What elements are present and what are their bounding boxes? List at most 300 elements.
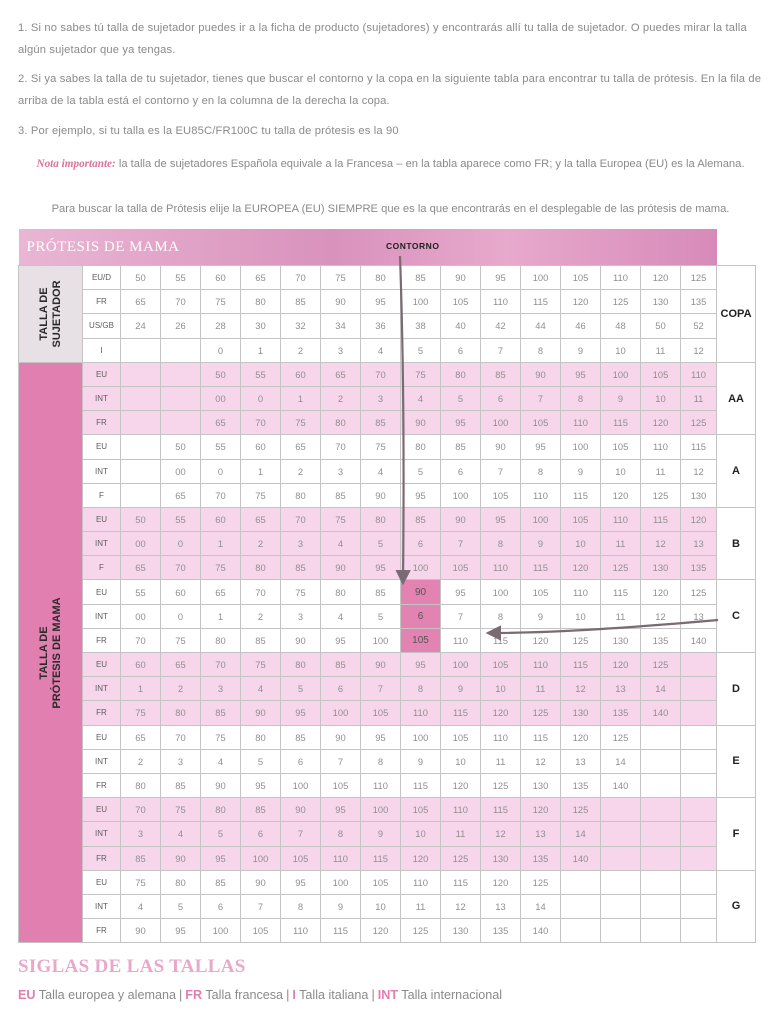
prosthesis-size-cell: 8 bbox=[521, 459, 561, 483]
prosthesis-size-row bbox=[19, 725, 756, 749]
prosthesis-size-cell: 110 bbox=[521, 653, 561, 677]
row-label: EU bbox=[83, 507, 121, 531]
prosthesis-size-cell: 7 bbox=[441, 604, 481, 628]
prosthesis-size-cell: 00 bbox=[201, 386, 241, 410]
prosthesis-size-cell: 65 bbox=[241, 507, 281, 531]
prosthesis-size-cell: 2 bbox=[281, 459, 321, 483]
bra-size-cell: 95 bbox=[481, 266, 521, 290]
prosthesis-size-cell: 80 bbox=[401, 435, 441, 459]
prosthesis-size-cell: 11 bbox=[401, 894, 441, 918]
row-label: INT bbox=[83, 532, 121, 556]
prosthesis-size-cell: 5 bbox=[441, 386, 481, 410]
prosthesis-size-cell bbox=[121, 483, 161, 507]
prosthesis-size-cell: 95 bbox=[401, 653, 441, 677]
prosthesis-size-cell: 8 bbox=[481, 604, 521, 628]
prosthesis-size-cell: 140 bbox=[561, 846, 601, 870]
prosthesis-size-cell: 3 bbox=[161, 749, 201, 773]
prosthesis-size-row bbox=[19, 798, 756, 822]
bra-size-cell: 70 bbox=[281, 266, 321, 290]
prosthesis-size-cell: 75 bbox=[201, 556, 241, 580]
prosthesis-size-cell: 120 bbox=[641, 411, 681, 435]
row-label: FR bbox=[83, 701, 121, 725]
prosthesis-size-cell: 65 bbox=[281, 435, 321, 459]
row-label: INT bbox=[83, 822, 121, 846]
row-label: F bbox=[83, 556, 121, 580]
prosthesis-size-cell: 80 bbox=[441, 362, 481, 386]
legend-abbr: FR bbox=[185, 988, 203, 1002]
prosthesis-size-cell: 00 bbox=[121, 532, 161, 556]
bra-size-cell: 100 bbox=[401, 290, 441, 314]
prosthesis-size-cell: 6 bbox=[401, 532, 441, 556]
prosthesis-size-cell: 120 bbox=[641, 580, 681, 604]
cup-label: G bbox=[717, 870, 756, 943]
prosthesis-size-cell: 140 bbox=[641, 701, 681, 725]
prosthesis-size-cell: 85 bbox=[321, 483, 361, 507]
bra-size-cell: 6 bbox=[441, 338, 481, 362]
prosthesis-size-cell: 110 bbox=[361, 773, 401, 797]
prosthesis-size-cell: 7 bbox=[441, 532, 481, 556]
prosthesis-size-cell: 105 bbox=[481, 483, 521, 507]
prosthesis-size-cell: 100 bbox=[401, 556, 441, 580]
bra-size-cell: 135 bbox=[681, 290, 717, 314]
prosthesis-size-cell: 4 bbox=[321, 604, 361, 628]
prosthesis-size-cell: 13 bbox=[601, 677, 641, 701]
prosthesis-size-cell bbox=[641, 846, 681, 870]
prosthesis-size-cell: 110 bbox=[561, 580, 601, 604]
prosthesis-size-cell bbox=[681, 798, 717, 822]
bra-size-cell: 48 bbox=[601, 314, 641, 338]
bra-size-cell: 9 bbox=[561, 338, 601, 362]
siglas-legend bbox=[18, 988, 502, 1002]
prosthesis-size-cell: 2 bbox=[321, 386, 361, 410]
bra-size-cell: 3 bbox=[321, 338, 361, 362]
prosthesis-size-cell: 13 bbox=[561, 749, 601, 773]
prosthesis-size-cell: 13 bbox=[481, 894, 521, 918]
prosthesis-size-cell: 105 bbox=[321, 773, 361, 797]
prosthesis-size-cell: 0 bbox=[241, 386, 281, 410]
prosthesis-size-cell bbox=[641, 870, 681, 894]
prosthesis-size-cell: 90 bbox=[201, 773, 241, 797]
bra-section-label-text bbox=[38, 280, 64, 347]
prosthesis-size-cell: 80 bbox=[201, 798, 241, 822]
prosthesis-size-cell: 4 bbox=[201, 749, 241, 773]
prosthesis-size-cell: 7 bbox=[521, 386, 561, 410]
prosthesis-size-cell: 85 bbox=[201, 870, 241, 894]
instruction-4: Para buscar la talla de Prótesis elije la EUROPEA (EU) SIEMPRE que es la que encontrarás en el desplegable de las prótesis de mama. bbox=[51, 203, 730, 215]
prosthesis-size-cell: 115 bbox=[441, 701, 481, 725]
prosthesis-size-cell: 105 bbox=[521, 411, 561, 435]
prosthesis-size-cell bbox=[601, 894, 641, 918]
bra-section-label-line: SUJETADOR bbox=[50, 280, 63, 348]
prosthesis-size-cell: 3 bbox=[281, 532, 321, 556]
prosthesis-size-cell bbox=[681, 870, 717, 894]
prosthesis-size-cell: 110 bbox=[641, 435, 681, 459]
bra-size-cell: 24 bbox=[121, 314, 161, 338]
prosthesis-size-cell: 11 bbox=[601, 532, 641, 556]
prosthesis-size-cell: 9 bbox=[521, 532, 561, 556]
prosthesis-size-cell: 95 bbox=[401, 483, 441, 507]
bra-size-cell: 38 bbox=[401, 314, 441, 338]
legend-abbr: EU bbox=[18, 988, 36, 1002]
prosthesis-size-cell bbox=[641, 773, 681, 797]
bra-section-label-line: TALLA DE bbox=[37, 287, 50, 341]
bra-size-cell: 105 bbox=[561, 266, 601, 290]
prosthesis-size-cell: 110 bbox=[281, 919, 321, 943]
prosthesis-size-cell: 90 bbox=[521, 362, 561, 386]
prosthesis-size-cell: 85 bbox=[281, 556, 321, 580]
prosthesis-size-cell: 95 bbox=[481, 507, 521, 531]
bra-size-cell: 95 bbox=[361, 290, 401, 314]
prosthesis-size-cell: 85 bbox=[241, 798, 281, 822]
prosthesis-size-cell: 130 bbox=[601, 628, 641, 652]
prosthesis-size-cell: 7 bbox=[361, 677, 401, 701]
prosthesis-size-cell: 55 bbox=[121, 580, 161, 604]
bra-size-cell: 42 bbox=[481, 314, 521, 338]
row-label: I bbox=[83, 338, 121, 362]
prosthesis-size-cell: 3 bbox=[201, 677, 241, 701]
prosthesis-size-cell: 75 bbox=[281, 411, 321, 435]
prosthesis-size-cell: 1 bbox=[201, 532, 241, 556]
prosthesis-size-cell: 2 bbox=[161, 677, 201, 701]
bra-size-row bbox=[19, 314, 756, 338]
prosthesis-size-cell: 3 bbox=[121, 822, 161, 846]
prosthesis-size-cell: 90 bbox=[241, 870, 281, 894]
prosthesis-size-cell: 5 bbox=[361, 604, 401, 628]
prosthesis-size-cell: 13 bbox=[681, 604, 717, 628]
cup-label: E bbox=[717, 725, 756, 798]
prosthesis-size-cell: 115 bbox=[561, 653, 601, 677]
prosthesis-size-cell: 85 bbox=[361, 580, 401, 604]
prosthesis-size-cell: 0 bbox=[161, 604, 201, 628]
prosthesis-size-cell bbox=[681, 773, 717, 797]
prosthesis-size-cell bbox=[601, 919, 641, 943]
prosthesis-size-cell bbox=[641, 919, 681, 943]
prosthesis-size-cell: 4 bbox=[161, 822, 201, 846]
bra-size-cell: 85 bbox=[401, 266, 441, 290]
prosthesis-size-cell: 95 bbox=[441, 580, 481, 604]
prosthesis-size-cell: 100 bbox=[441, 483, 481, 507]
prosthesis-size-cell: 140 bbox=[681, 628, 717, 652]
prosthesis-size-cell bbox=[681, 749, 717, 773]
prosthesis-size-cell: 0 bbox=[161, 532, 201, 556]
prosthesis-size-cell: 115 bbox=[601, 411, 641, 435]
prosthesis-size-cell: 2 bbox=[241, 532, 281, 556]
prosthesis-size-cell: 80 bbox=[321, 411, 361, 435]
prosthesis-size-row bbox=[19, 749, 756, 773]
bra-size-cell: 4 bbox=[361, 338, 401, 362]
prosthesis-size-cell: 11 bbox=[601, 604, 641, 628]
prosthesis-size-cell: 90 bbox=[401, 580, 441, 604]
prosthesis-size-cell: 125 bbox=[441, 846, 481, 870]
bra-size-cell: 5 bbox=[401, 338, 441, 362]
legend-separator: | bbox=[371, 988, 375, 1002]
row-label: INT bbox=[83, 604, 121, 628]
prosthesis-size-cell: 90 bbox=[481, 435, 521, 459]
prosthesis-size-cell: 7 bbox=[321, 749, 361, 773]
prosthesis-size-cell: 2 bbox=[241, 604, 281, 628]
prosthesis-size-cell bbox=[161, 362, 201, 386]
prosthesis-size-cell: 115 bbox=[481, 628, 521, 652]
prosthesis-size-row bbox=[19, 604, 756, 628]
prosthesis-size-cell: 100 bbox=[401, 725, 441, 749]
prosthesis-section-label-line: PRÓTESIS DE MAMA bbox=[50, 596, 63, 709]
prosthesis-size-cell: 75 bbox=[401, 362, 441, 386]
prosthesis-size-cell: 110 bbox=[681, 362, 717, 386]
prosthesis-size-cell bbox=[681, 725, 717, 749]
prosthesis-size-cell: 85 bbox=[401, 507, 441, 531]
prosthesis-size-cell: 95 bbox=[321, 798, 361, 822]
prosthesis-size-cell: 90 bbox=[401, 411, 441, 435]
bra-size-cell bbox=[121, 338, 161, 362]
bra-size-cell: 50 bbox=[121, 266, 161, 290]
prosthesis-size-cell: 85 bbox=[481, 362, 521, 386]
bra-size-cell: 30 bbox=[241, 314, 281, 338]
prosthesis-size-cell: 90 bbox=[161, 846, 201, 870]
prosthesis-size-cell bbox=[121, 386, 161, 410]
prosthesis-size-cell: 125 bbox=[681, 411, 717, 435]
prosthesis-size-cell: 130 bbox=[481, 846, 521, 870]
prosthesis-size-cell bbox=[601, 822, 641, 846]
prosthesis-size-row bbox=[19, 822, 756, 846]
bra-size-cell: 130 bbox=[641, 290, 681, 314]
legend-text: Talla francesa bbox=[202, 988, 284, 1002]
legend-text: Talla europea y alemana bbox=[35, 988, 176, 1002]
prosthesis-size-cell: 90 bbox=[241, 701, 281, 725]
cup-label: A bbox=[717, 435, 756, 508]
prosthesis-size-cell bbox=[161, 386, 201, 410]
prosthesis-size-cell: 100 bbox=[321, 701, 361, 725]
prosthesis-size-cell bbox=[161, 411, 201, 435]
prosthesis-size-cell: 125 bbox=[641, 653, 681, 677]
prosthesis-size-row bbox=[19, 362, 756, 386]
prosthesis-size-cell: 115 bbox=[601, 580, 641, 604]
prosthesis-size-cell: 65 bbox=[161, 483, 201, 507]
bra-size-cell: 110 bbox=[601, 266, 641, 290]
prosthesis-size-cell bbox=[681, 822, 717, 846]
row-label: EU bbox=[83, 653, 121, 677]
prosthesis-size-cell: 75 bbox=[121, 870, 161, 894]
bra-size-cell: 8 bbox=[521, 338, 561, 362]
prosthesis-size-cell: 11 bbox=[481, 749, 521, 773]
prosthesis-size-cell: 95 bbox=[281, 870, 321, 894]
row-label: FR bbox=[83, 846, 121, 870]
prosthesis-size-cell: 75 bbox=[361, 435, 401, 459]
cup-label: C bbox=[717, 580, 756, 653]
prosthesis-size-cell: 75 bbox=[121, 701, 161, 725]
prosthesis-size-row bbox=[19, 435, 756, 459]
prosthesis-size-row bbox=[19, 919, 756, 943]
prosthesis-size-cell: 125 bbox=[561, 798, 601, 822]
prosthesis-size-cell: 95 bbox=[321, 628, 361, 652]
row-label: EU bbox=[83, 798, 121, 822]
prosthesis-size-cell: 11 bbox=[441, 822, 481, 846]
prosthesis-size-cell: 140 bbox=[521, 919, 561, 943]
prosthesis-size-cell bbox=[681, 677, 717, 701]
instruction-2: 2. Si ya sabes la talla de tu sujetador, tienes que buscar el contorno y la copa en la siguiente tabla para encontrar tu talla de prótesis. En la fila de arriba de la tabla está el contorno y en la columna de la derecha la copa. bbox=[18, 73, 762, 107]
prosthesis-size-cell: 110 bbox=[441, 628, 481, 652]
prosthesis-size-cell: 60 bbox=[121, 653, 161, 677]
prosthesis-size-cell: 6 bbox=[201, 894, 241, 918]
prosthesis-size-cell: 130 bbox=[521, 773, 561, 797]
prosthesis-size-cell: 0 bbox=[201, 459, 241, 483]
prosthesis-size-cell: 105 bbox=[641, 362, 681, 386]
prosthesis-size-cell: 115 bbox=[321, 919, 361, 943]
prosthesis-size-cell: 50 bbox=[201, 362, 241, 386]
prosthesis-size-cell: 80 bbox=[361, 507, 401, 531]
prosthesis-size-cell: 9 bbox=[561, 459, 601, 483]
prosthesis-size-cell: 14 bbox=[601, 749, 641, 773]
prosthesis-size-cell: 110 bbox=[441, 798, 481, 822]
prosthesis-size-cell: 140 bbox=[601, 773, 641, 797]
prosthesis-size-cell: 75 bbox=[161, 628, 201, 652]
prosthesis-size-row bbox=[19, 532, 756, 556]
prosthesis-size-cell: 70 bbox=[161, 725, 201, 749]
prosthesis-size-cell: 110 bbox=[321, 846, 361, 870]
prosthesis-size-cell: 5 bbox=[201, 822, 241, 846]
prosthesis-size-cell: 75 bbox=[321, 507, 361, 531]
prosthesis-size-cell: 80 bbox=[161, 870, 201, 894]
prosthesis-size-cell: 14 bbox=[521, 894, 561, 918]
prosthesis-size-cell: 85 bbox=[321, 653, 361, 677]
prosthesis-size-cell: 85 bbox=[241, 628, 281, 652]
prosthesis-size-cell: 105 bbox=[441, 725, 481, 749]
cup-label: F bbox=[717, 798, 756, 871]
siglas-title: SIGLAS DE LAS TALLAS bbox=[18, 956, 246, 977]
prosthesis-size-cell: 80 bbox=[321, 580, 361, 604]
bra-size-cell: 1 bbox=[241, 338, 281, 362]
prosthesis-size-cell: 105 bbox=[361, 870, 401, 894]
prosthesis-size-cell: 9 bbox=[441, 677, 481, 701]
prosthesis-size-cell: 65 bbox=[321, 362, 361, 386]
prosthesis-size-cell bbox=[641, 798, 681, 822]
prosthesis-size-cell bbox=[641, 822, 681, 846]
prosthesis-size-cell: 9 bbox=[521, 604, 561, 628]
row-label: EU bbox=[83, 362, 121, 386]
prosthesis-size-cell bbox=[641, 894, 681, 918]
prosthesis-size-cell bbox=[681, 653, 717, 677]
bra-size-cell: 36 bbox=[361, 314, 401, 338]
prosthesis-size-cell bbox=[121, 459, 161, 483]
prosthesis-size-cell: 55 bbox=[161, 507, 201, 531]
prosthesis-size-cell: 4 bbox=[121, 894, 161, 918]
prosthesis-size-cell: 130 bbox=[681, 483, 717, 507]
prosthesis-size-cell: 110 bbox=[481, 556, 521, 580]
prosthesis-size-cell: 50 bbox=[161, 435, 201, 459]
prosthesis-size-row bbox=[19, 870, 756, 894]
prosthesis-size-cell: 70 bbox=[281, 507, 321, 531]
prosthesis-size-cell: 85 bbox=[441, 435, 481, 459]
prosthesis-size-cell: 5 bbox=[361, 532, 401, 556]
prosthesis-size-cell: 100 bbox=[441, 653, 481, 677]
prosthesis-size-cell: 125 bbox=[521, 701, 561, 725]
instruction-1: 1. Si no sabes tú talla de sujetador puedes ir a la ficha de producto (sujetadores) y encontrarás allí tu talla de sujetador. O puedes mirar la talla algún sujetador que ya tengas. bbox=[18, 22, 747, 56]
bra-size-cell: 105 bbox=[441, 290, 481, 314]
prosthesis-size-cell: 95 bbox=[201, 846, 241, 870]
prosthesis-size-cell: 125 bbox=[641, 483, 681, 507]
prosthesis-size-cell: 110 bbox=[561, 411, 601, 435]
bra-size-cell: 52 bbox=[681, 314, 717, 338]
prosthesis-size-cell: 6 bbox=[241, 822, 281, 846]
prosthesis-size-cell: 4 bbox=[321, 532, 361, 556]
prosthesis-size-cell: 115 bbox=[481, 798, 521, 822]
prosthesis-size-cell: 100 bbox=[201, 919, 241, 943]
prosthesis-size-cell: 75 bbox=[161, 798, 201, 822]
prosthesis-size-cell: 100 bbox=[521, 507, 561, 531]
prosthesis-size-cell: 5 bbox=[161, 894, 201, 918]
prosthesis-size-cell: 12 bbox=[521, 749, 561, 773]
prosthesis-section-label bbox=[19, 362, 83, 943]
prosthesis-size-cell: 55 bbox=[201, 435, 241, 459]
prosthesis-size-cell: 110 bbox=[481, 725, 521, 749]
prosthesis-size-cell: 1 bbox=[201, 604, 241, 628]
prosthesis-size-cell: 80 bbox=[241, 725, 281, 749]
prosthesis-size-cell: 90 bbox=[121, 919, 161, 943]
bra-size-cell: 75 bbox=[201, 290, 241, 314]
prosthesis-size-cell: 9 bbox=[361, 822, 401, 846]
prosthesis-size-cell bbox=[641, 749, 681, 773]
instruction-3: 3. Por ejemplo, si tu talla es la EU85C/FR100C tu talla de prótesis es la 90 bbox=[18, 125, 399, 137]
prosthesis-size-row bbox=[19, 773, 756, 797]
prosthesis-size-cell: 125 bbox=[601, 556, 641, 580]
prosthesis-size-cell: 1 bbox=[241, 459, 281, 483]
prosthesis-size-cell: 105 bbox=[441, 556, 481, 580]
prosthesis-size-cell: 110 bbox=[401, 701, 441, 725]
prosthesis-size-cell: 90 bbox=[361, 483, 401, 507]
bra-size-cell: 28 bbox=[201, 314, 241, 338]
prosthesis-size-cell: 135 bbox=[481, 919, 521, 943]
prosthesis-size-cell bbox=[121, 411, 161, 435]
prosthesis-size-cell: 70 bbox=[201, 483, 241, 507]
row-label: INT bbox=[83, 677, 121, 701]
bra-size-cell: 115 bbox=[521, 290, 561, 314]
prosthesis-size-cell: 10 bbox=[401, 822, 441, 846]
prosthesis-size-cell bbox=[121, 362, 161, 386]
bra-size-cell: 80 bbox=[361, 266, 401, 290]
prosthesis-size-cell: 95 bbox=[521, 435, 561, 459]
prosthesis-size-cell: 115 bbox=[401, 773, 441, 797]
prosthesis-size-cell: 70 bbox=[121, 628, 161, 652]
bra-size-cell: 0 bbox=[201, 338, 241, 362]
prosthesis-size-cell: 90 bbox=[361, 653, 401, 677]
prosthesis-section-label-text bbox=[38, 597, 64, 708]
prosthesis-size-cell: 80 bbox=[201, 628, 241, 652]
bra-size-cell: 85 bbox=[281, 290, 321, 314]
prosthesis-size-cell: 85 bbox=[201, 701, 241, 725]
bra-size-cell: 12 bbox=[681, 338, 717, 362]
prosthesis-size-cell: 125 bbox=[681, 580, 717, 604]
bra-size-row bbox=[19, 338, 756, 362]
prosthesis-size-cell bbox=[561, 894, 601, 918]
prosthesis-size-cell: 120 bbox=[481, 870, 521, 894]
prosthesis-size-row bbox=[19, 386, 756, 410]
prosthesis-size-cell: 10 bbox=[441, 749, 481, 773]
prosthesis-size-cell: 100 bbox=[601, 362, 641, 386]
bra-size-cell: 65 bbox=[241, 266, 281, 290]
prosthesis-size-cell bbox=[601, 798, 641, 822]
prosthesis-size-cell: 135 bbox=[521, 846, 561, 870]
prosthesis-size-cell: 95 bbox=[441, 411, 481, 435]
prosthesis-size-cell: 120 bbox=[521, 628, 561, 652]
row-label: EU/D bbox=[83, 266, 121, 290]
prosthesis-size-cell: 5 bbox=[281, 677, 321, 701]
prosthesis-size-cell: 70 bbox=[241, 580, 281, 604]
prosthesis-size-cell: 12 bbox=[481, 822, 521, 846]
prosthesis-size-row bbox=[19, 580, 756, 604]
prosthesis-size-cell: 105 bbox=[481, 653, 521, 677]
bra-size-cell: 110 bbox=[481, 290, 521, 314]
row-label: INT bbox=[83, 894, 121, 918]
prosthesis-size-row bbox=[19, 701, 756, 725]
